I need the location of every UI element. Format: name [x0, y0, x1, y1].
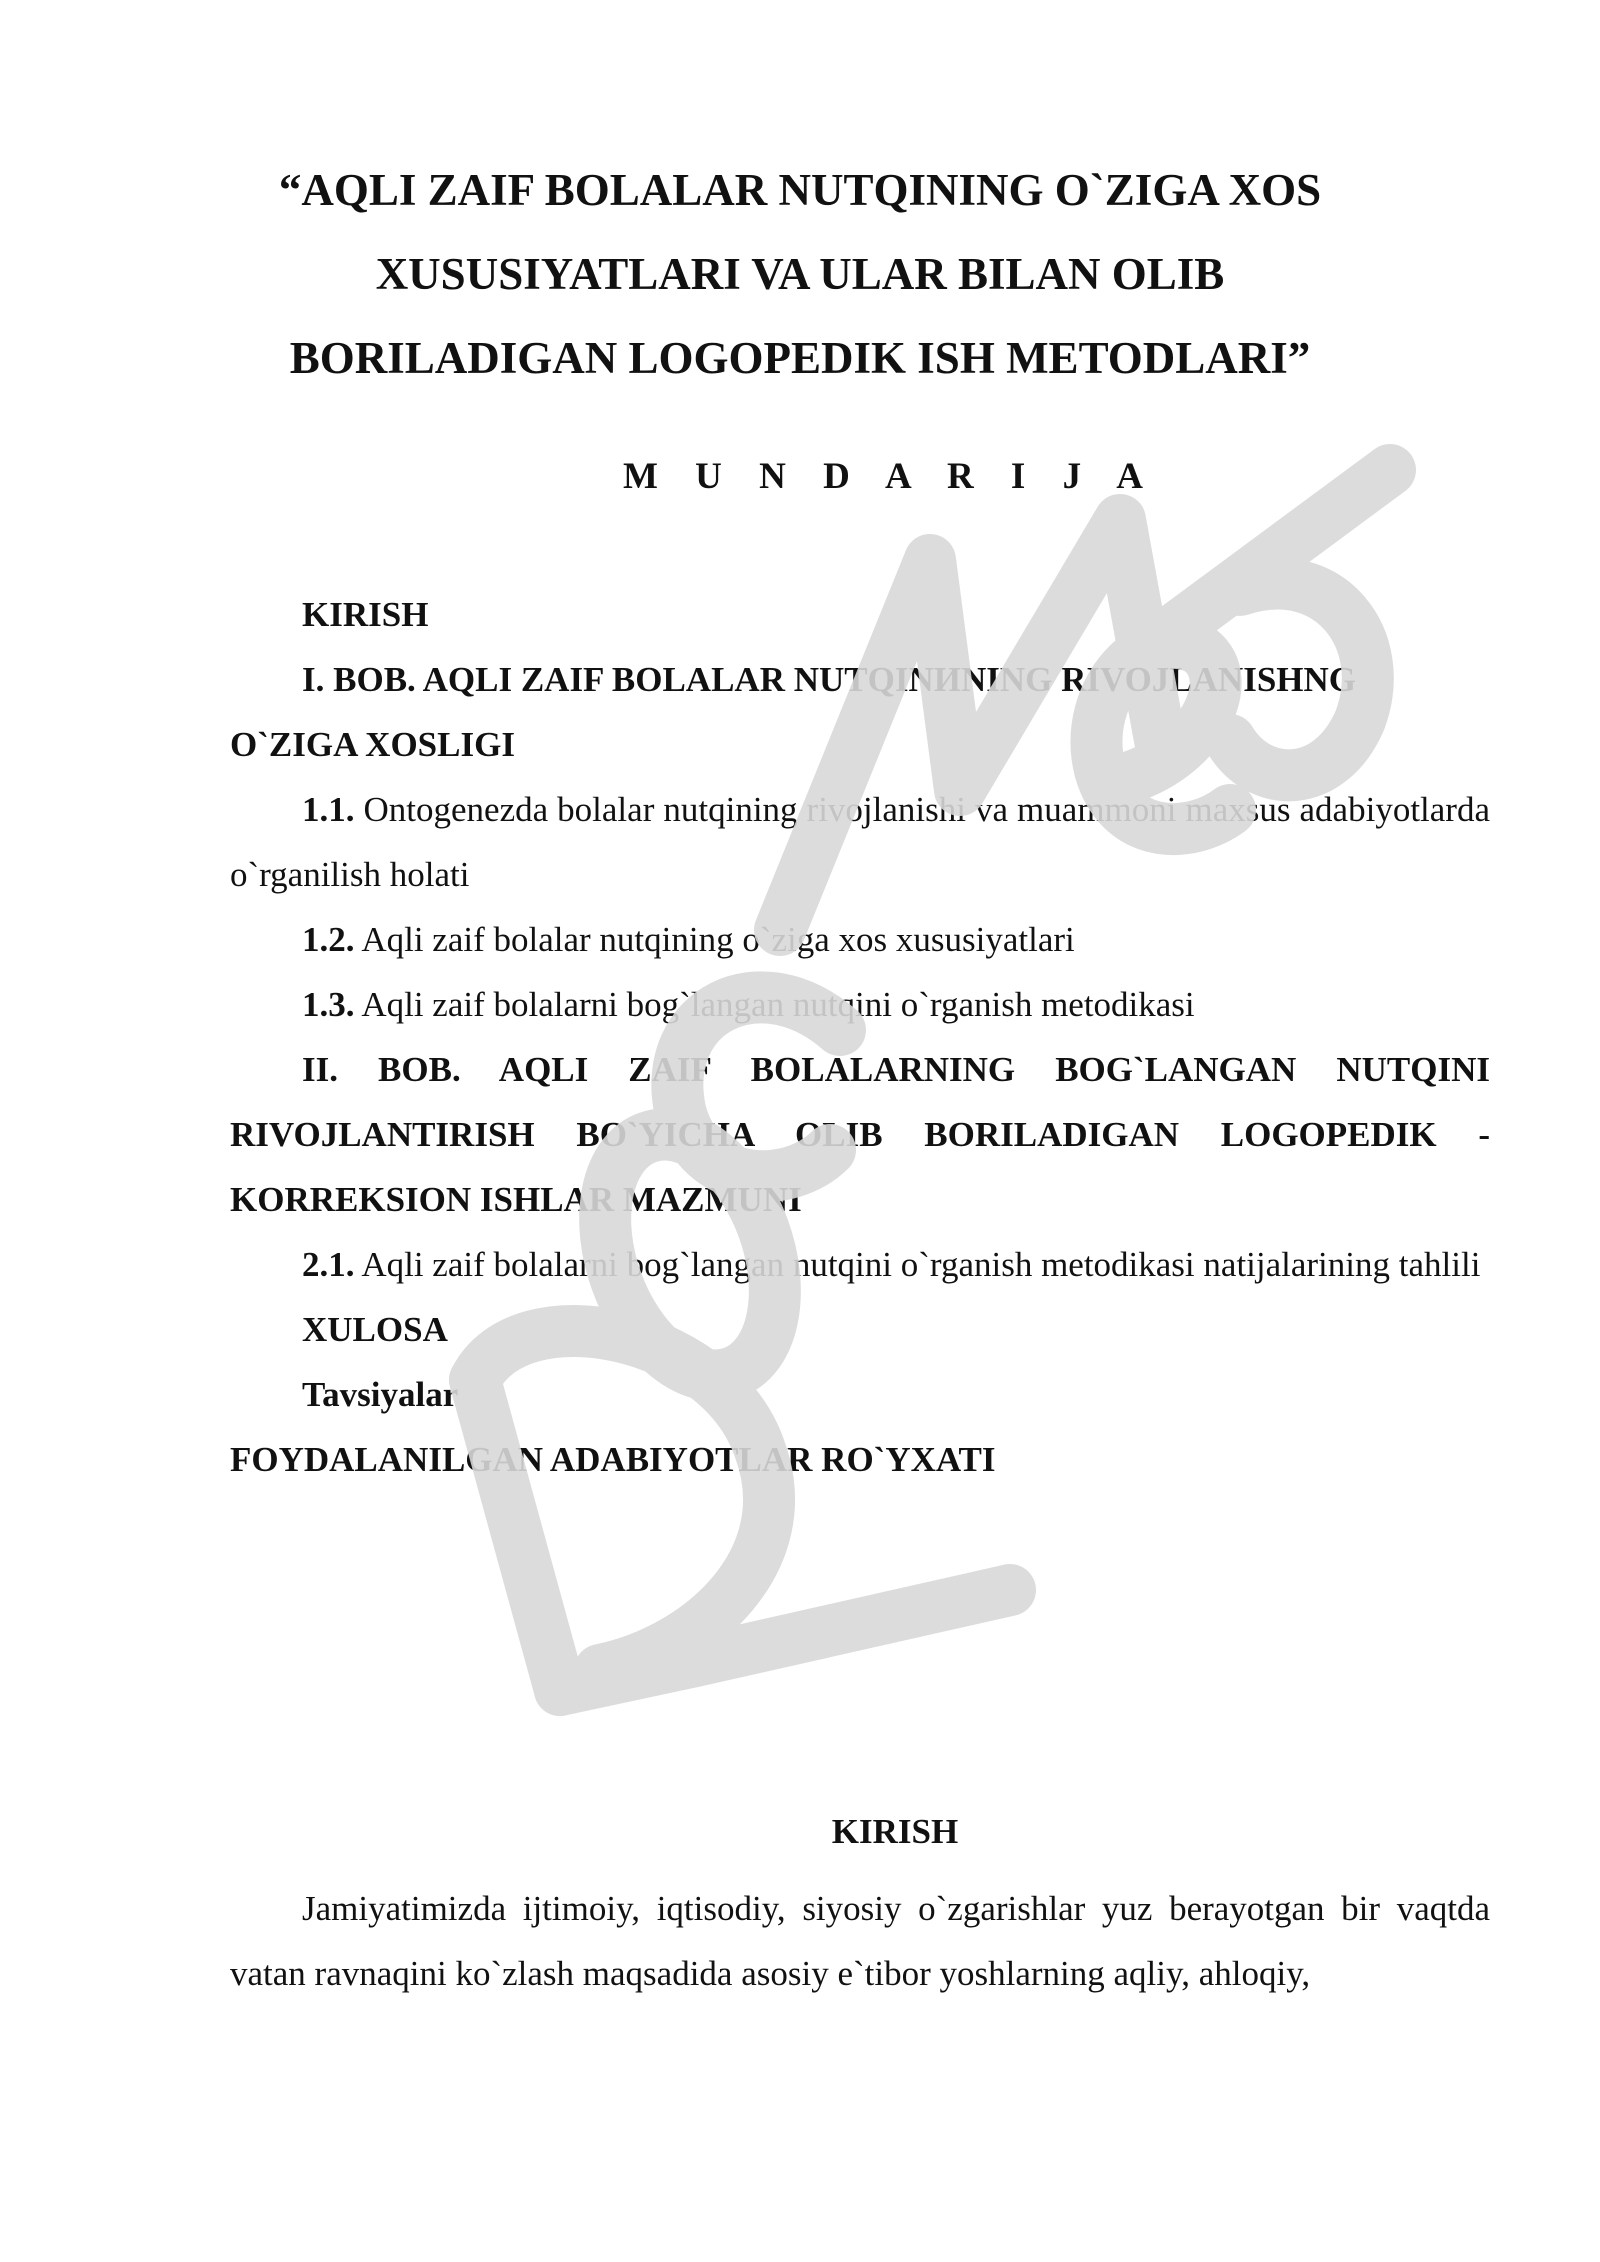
toc-entry-1-1 [230, 777, 1490, 907]
toc-number: 1.1. [302, 790, 355, 829]
toc-entry-1-2 [230, 907, 1490, 972]
toc-entry-chapter-1-cont: O`ZIGA XOSLIGI [230, 725, 515, 764]
table-of-contents [230, 582, 1490, 1492]
title-line-3: BORILADIGAN LOGOPEDIK ISH METODLARI” [289, 333, 1311, 383]
toc-entry-chapter-1 [230, 647, 1490, 712]
title-line-1: “AQLI ZAIF BOLALAR NUTQINING O`ZIGA XOS [278, 165, 1322, 215]
toc-text: Ontogenezda bolalar nutqining rivojlanishi va muammoni maxsus adabiyotlarda o`rganilish holati [230, 790, 1490, 894]
title-line-2: XUSUSIYATLARI VA ULAR BILAN OLIB [375, 249, 1225, 299]
toc-entry-tavsiyalar: Tavsiyalar [302, 1375, 459, 1414]
toc-entry-2-1 [230, 1232, 1490, 1297]
toc-number: 2.1. [302, 1245, 355, 1284]
toc-text: Aqli zaif bolalarni bog`langan nutqini o`rganish metodikasi [354, 985, 1195, 1024]
toc-number: 1.2. [302, 920, 355, 959]
toc-entry-kirish: KIRISH [302, 595, 429, 634]
document-title [230, 148, 1370, 400]
toc-text: Aqli zaif bolalarni bog`langan nutqini o`rganish metodikasi natijalarining tahlili [354, 1245, 1481, 1284]
toc-heading: M U N D A R I J A [622, 456, 1158, 497]
toc-entry-references: FOYDALANILGAN ADABIYOTLAR RO`YXATI [230, 1440, 996, 1479]
toc-text: Aqli zaif bolalar nutqining o`ziga xos xususiyatlari [354, 920, 1075, 959]
toc-entry-1-3 [230, 972, 1490, 1037]
intro-heading: KIRISH [831, 1812, 959, 1851]
toc-chapter-1-title: I. BOB. AQLI ZAIF BOLALAR NUTQINИNING RIVOJLANISHNG [302, 660, 1357, 699]
intro-paragraph: Jamiyatimizda ijtimoiy, iqtisodiy, siyosiy o`zgarishlar yuz berayotgan bir vaqtda vatan ravnaqini ko`zlash maqsadida asosiy e`tibor yoshlarning aqliy, ahloqiy, [230, 1889, 1490, 1993]
toc-number: 1.3. [302, 985, 355, 1024]
toc-entry-xulosa: XULOSA [302, 1310, 448, 1349]
toc-entry-chapter-2: II. BOB. AQLI ZAIF BOLALARNING BOG`LANGAN NUTQINI RIVOJLANTIRISH BO`YICHA OLIB BORILADIGAN LOGOPEDIK - KORREKSION ISHLAR MAZMUNI [230, 1050, 1490, 1219]
